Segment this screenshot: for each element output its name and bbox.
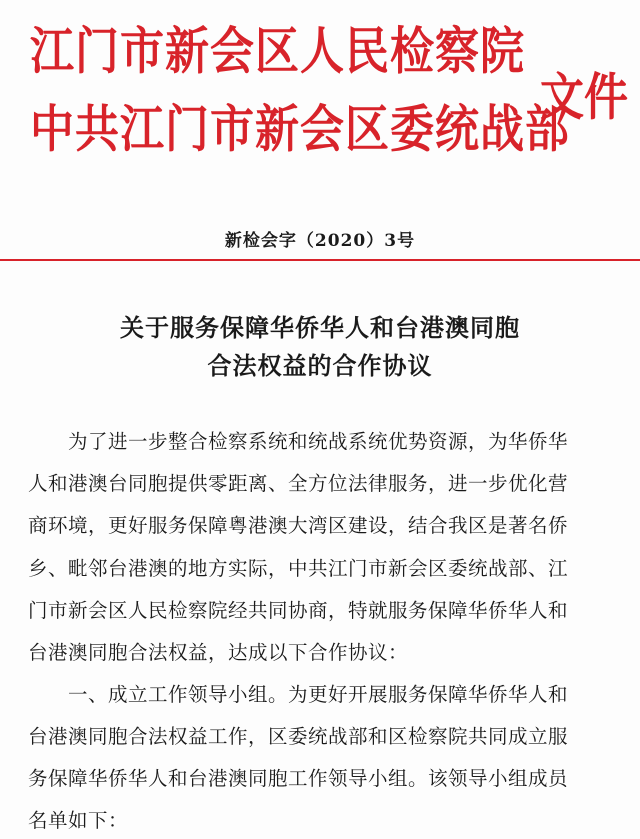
red-divider [0, 259, 640, 261]
body-line: 一、成立工作领导小组。为更好开展服务保障华侨华人和 [28, 683, 569, 706]
body-line: 台港澳同胞合法权益工作，区委统战部和区检察院共同成立服 [28, 725, 569, 748]
body-line: 台港澳同胞合法权益，达成以下合作协议： [28, 641, 409, 664]
body-line: 务保障华侨华人和台港澳同胞工作领导小组。该领导小组成员 [28, 767, 569, 790]
document-title-line-1: 关于服务保障华侨华人和台港澳同胞 [120, 313, 520, 342]
body-line: 商环境，更好服务保障粤港澳大湾区建设，结合我区是著名侨 [28, 514, 569, 537]
body-line: 乡、毗邻台港澳的地方实际，中共江门市新会区委统战部、江 [28, 557, 569, 580]
document-number: 新检会字（2020）3号 [224, 231, 416, 251]
body-line: 门市新会区人民检察院经共同协商，特就服务保障华侨华人和 [28, 599, 569, 622]
document-title-line-2: 合法权益的合作协议 [207, 351, 433, 380]
header-document-label: 文件 [540, 68, 628, 128]
body-line: 为了进一步整合检察系统和统战系统优势资源，为华侨华 [28, 430, 569, 453]
body-line: 人和港澳台同胞提供零距离、全方位法律服务，进一步优化营 [28, 472, 569, 495]
header-issuer-united-front: 中共江门市新会区委统战部 [30, 100, 570, 160]
header-issuer-procuratorate: 江门市新会区人民检察院 [30, 22, 525, 82]
body-line: 名单如下： [28, 809, 129, 832]
